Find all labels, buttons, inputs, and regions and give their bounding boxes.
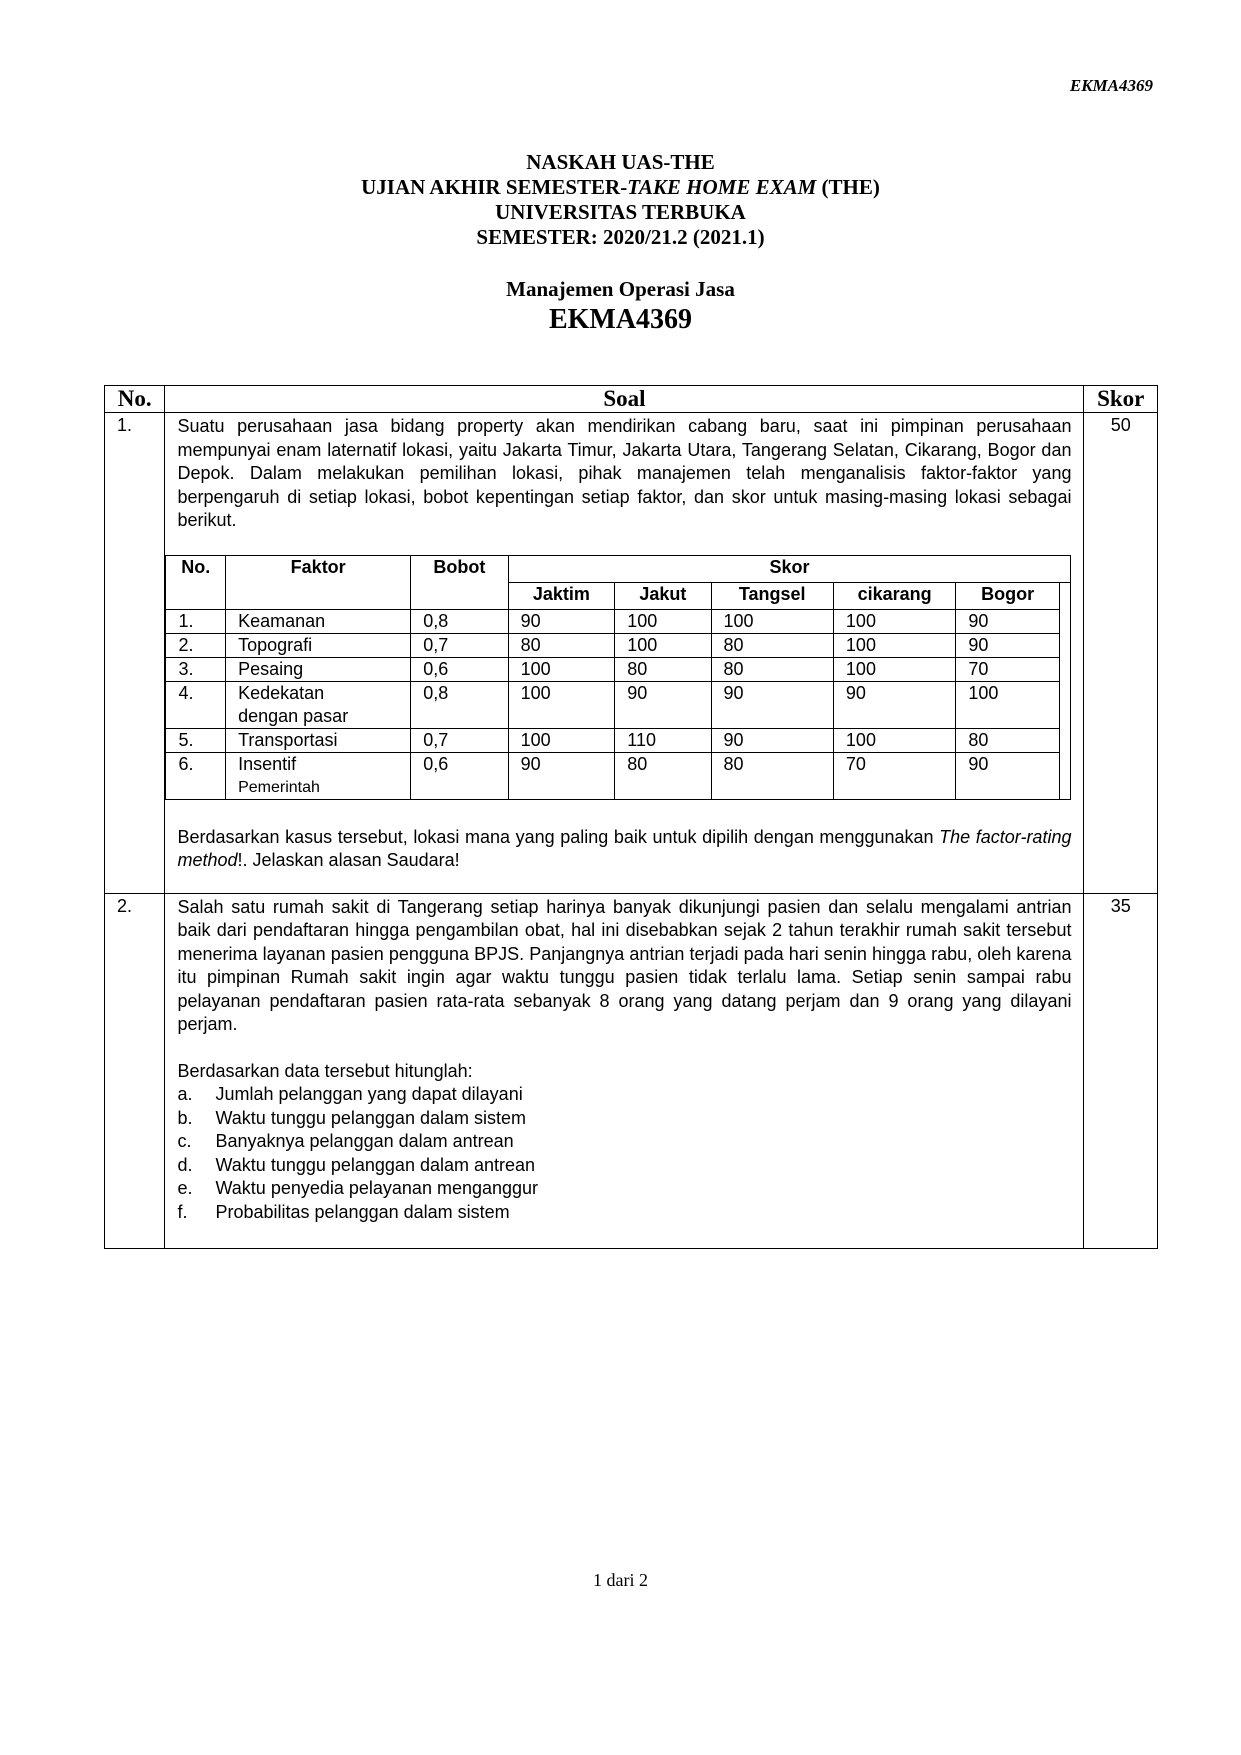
score-cell: 100 (833, 657, 955, 681)
score-cell: 100 (615, 633, 711, 657)
question-score: 35 (1084, 893, 1158, 1249)
question-2-list (177, 1083, 1071, 1224)
score-cell: 100 (508, 657, 615, 681)
list-item: f. Probabilitas pelanggan dalam sistem (177, 1201, 510, 1222)
score-cell: 90 (711, 681, 833, 728)
row-bobot: 0,7 (411, 633, 508, 657)
row-bobot: 0,8 (411, 609, 508, 633)
table-row (166, 633, 1071, 657)
score-cell: 110 (615, 728, 711, 752)
row-faktor: Pesaing (226, 657, 411, 681)
score-cell: 80 (956, 728, 1060, 752)
row-bobot: 0,6 (411, 752, 508, 799)
question-row-1 (105, 413, 1158, 894)
header-skor: Skor (1084, 386, 1158, 413)
score-cell: 100 (833, 728, 955, 752)
col-jaktim: Jaktim (508, 582, 615, 609)
question-text (165, 893, 1084, 1249)
score-cell: 90 (956, 752, 1060, 799)
question-1-closing: Berdasarkan kasus tersebut, lokasi mana yang paling baik untuk dipilih dengan menggunakan The factor-rating method!. Jelaskan alasan Saudara! (177, 826, 1072, 870)
row-faktor (226, 752, 411, 799)
question-row-2 (105, 893, 1158, 1249)
row-faktor-line-2: Pemerintah (238, 778, 320, 796)
row-faktor-line-1: Kedekatan (238, 682, 325, 703)
row-no: 1. (166, 609, 226, 633)
exam-header (0, 150, 1241, 338)
factor-rating-table (165, 555, 1071, 800)
page-number: 1 dari 2 (593, 1570, 648, 1590)
question-2-intro: Berdasarkan data tersebut hitunglah: (177, 1060, 473, 1081)
course-name: Manajemen Operasi Jasa (506, 277, 735, 301)
score-cell: 70 (833, 752, 955, 799)
col-faktor: Faktor (226, 555, 411, 609)
question-number: 1. (105, 413, 165, 894)
spacer-cell (1059, 752, 1071, 799)
course-code: EKMA4369 (548, 304, 693, 335)
spacer-cell (1059, 657, 1071, 681)
row-bobot: 0,8 (411, 681, 508, 728)
question-1-body: Suatu perusahaan jasa bidang property akan mendirikan cabang baru, saat ini pimpinan perusahaan mempunyai enam laternatif lokasi, yaitu Jakarta Timur, Jakarta Utara, Tangerang Selatan, Cikarang, Bogor dan Depok. Dalam melakukan pemilihan lokasi, pihak manajemen telah menganalisis faktor-faktor yang berpengaruh di setiap lokasi, bobot kepentingan setiap faktor, dan skor untuk masing-masing lokasi sebagai berikut. (177, 416, 1072, 530)
score-cell: 80 (711, 633, 833, 657)
table-row (166, 752, 1071, 799)
score-cell: 80 (711, 752, 833, 799)
score-cell: 80 (711, 657, 833, 681)
score-cell: 100 (711, 609, 833, 633)
table-row (166, 728, 1071, 752)
row-bobot: 0,6 (411, 657, 508, 681)
question-text (165, 413, 1084, 894)
spacer-cell (1059, 609, 1071, 633)
score-cell: 90 (508, 752, 615, 799)
header-line-2: UJIAN AKHIR SEMESTER-TAKE HOME EXAM (THE) (361, 175, 880, 199)
score-cell: 100 (508, 728, 615, 752)
table-row (166, 681, 1071, 728)
header-no: No. (105, 386, 165, 413)
header-line-1: NASKAH UAS-THE (526, 150, 715, 174)
row-no: 2. (166, 633, 226, 657)
spacer-cell (1059, 681, 1071, 728)
row-no: 6. (166, 752, 226, 799)
question-score: 50 (1084, 413, 1158, 894)
row-faktor: Topografi (226, 633, 411, 657)
row-no: 5. (166, 728, 226, 752)
question-number: 2. (105, 893, 165, 1249)
row-faktor-line-1: Insentif (238, 753, 297, 774)
col-bobot: Bobot (411, 555, 508, 609)
col-skor: Skor (508, 555, 1071, 582)
row-faktor (226, 681, 411, 728)
header-soal: Soal (165, 386, 1084, 413)
col-no: No. (166, 555, 226, 609)
list-item: a. Jumlah pelanggan yang dapat dilayani (177, 1084, 523, 1104)
score-cell: 100 (956, 681, 1060, 728)
table-row (166, 657, 1071, 681)
col-tangsel: Tangsel (711, 582, 833, 609)
table-row (166, 609, 1071, 633)
score-cell: 90 (956, 633, 1060, 657)
score-cell: 100 (508, 681, 615, 728)
score-cell: 80 (615, 752, 711, 799)
score-cell: 90 (508, 609, 615, 633)
document-code: EKMA4369 (1069, 76, 1153, 95)
score-cell: 80 (615, 657, 711, 681)
spacer-cell (1059, 633, 1071, 657)
score-cell: 90 (711, 728, 833, 752)
score-cell: 90 (956, 609, 1060, 633)
question-2-body: Salah satu rumah sakit di Tangerang setiap harinya banyak dikunjungi pasien dan selalu mengalami antrian baik dari pendaftaran hingga pengambilan obat, hal ini disebabkan sejak 2 tahun terakhir rumah sakit tersebut menerima layanan pasien pengguna BPJS. Panjangnya antrian terjadi pada hari senin hingga rabu, oleh karena itu pimpinan Rumah sakit ingin agar waktu tunggu pasien tidak terlalu lama. Setiap senin sampai rabu pelayanan pendaftaran pasien rata-rata sebanyak 8 orang yang datang perjam dan 9 orang yang dilayani perjam. (177, 896, 1072, 1034)
spacer-cell (1059, 728, 1071, 752)
list-item: d. Waktu tunggu pelanggan dalam antrean (177, 1154, 536, 1175)
list-item: e. Waktu penyedia pelayanan menganggur (177, 1178, 539, 1198)
header-line-3: UNIVERSITAS TERBUKA (495, 200, 746, 224)
score-cell: 100 (833, 609, 955, 633)
col-cikarang: cikarang (833, 582, 955, 609)
col-spacer (1059, 582, 1071, 609)
row-faktor-line-2: dengan pasar (238, 705, 349, 726)
col-jakut: Jakut (615, 582, 711, 609)
list-item: c. Banyaknya pelanggan dalam antrean (177, 1131, 514, 1151)
header-line-4: SEMESTER: 2020/21.2 (2021.1) (476, 225, 765, 249)
exam-question-table (104, 385, 1158, 1249)
score-cell: 80 (508, 633, 615, 657)
col-bogor: Bogor (956, 582, 1060, 609)
score-cell: 70 (956, 657, 1060, 681)
row-faktor: Keamanan (226, 609, 411, 633)
score-cell: 90 (615, 681, 711, 728)
row-bobot: 0,7 (411, 728, 508, 752)
row-no: 4. (166, 681, 226, 728)
score-cell: 100 (615, 609, 711, 633)
row-no: 3. (166, 657, 226, 681)
score-cell: 100 (833, 633, 955, 657)
score-cell: 90 (833, 681, 955, 728)
row-faktor: Transportasi (226, 728, 411, 752)
list-item: b. Waktu tunggu pelanggan dalam sistem (177, 1107, 526, 1128)
